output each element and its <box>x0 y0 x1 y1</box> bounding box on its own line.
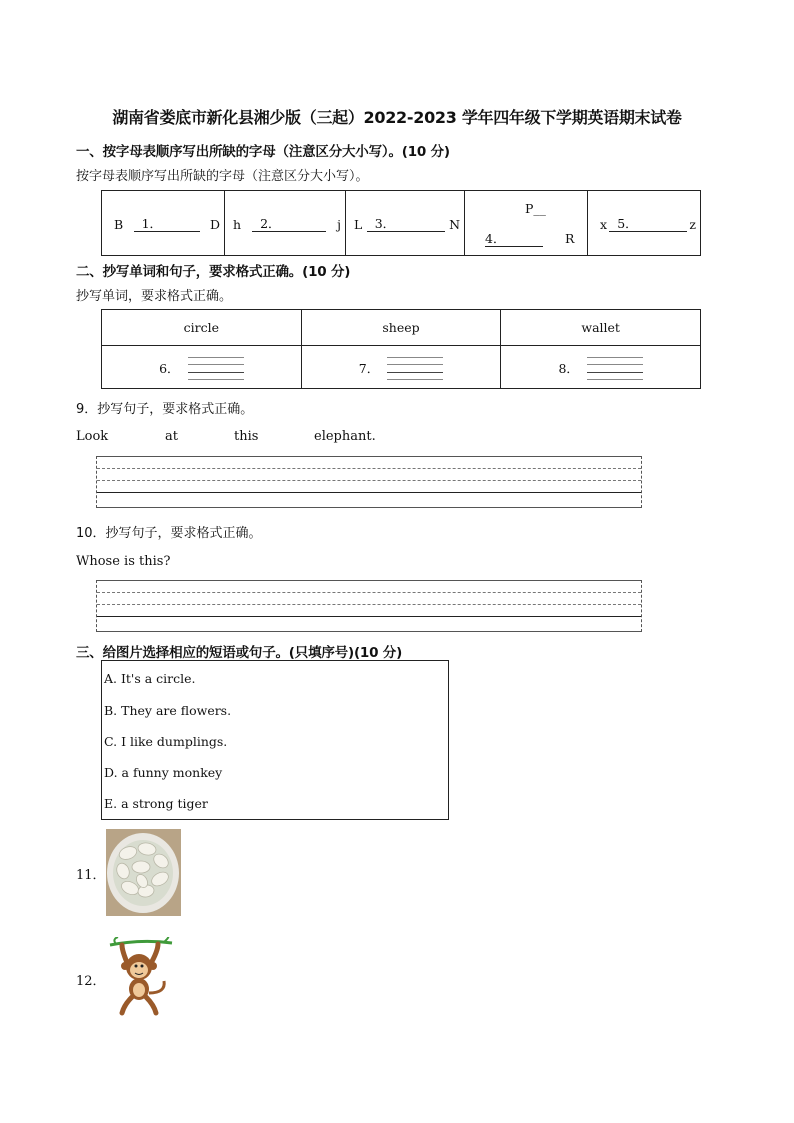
copy-words-table <box>101 309 701 389</box>
q12-label: 12． <box>76 974 106 989</box>
q9-word-2: at <box>165 429 178 444</box>
section1-instruction: 按字母表顺序写出所缺的字母（注意区分大小写）。 <box>76 169 369 184</box>
letter-left: h <box>233 217 242 232</box>
option-d: D. a funny monkey <box>104 765 223 780</box>
blank-3[interactable]: 3． <box>367 217 445 232</box>
option-b: B. They are flowers. <box>104 703 232 718</box>
section1-heading: 一、按字母表顺序写出所缺的字母（注意区分大小写）。(10 分) <box>76 144 450 160</box>
letter-right: R <box>565 231 575 246</box>
letter-right: j <box>337 217 341 232</box>
question-number: 7． <box>358 360 380 376</box>
alphabet-cell-5 <box>588 191 700 255</box>
alphabet-table <box>101 190 701 256</box>
letter-right: z <box>689 217 696 232</box>
q9-word-1: Look <box>76 429 109 444</box>
word-sheep: sheep <box>302 310 502 345</box>
blank-4[interactable]: 4． <box>485 232 543 247</box>
copy-cell-6[interactable] <box>102 346 302 389</box>
section2-instruction: 抄写单词，要求格式正确。 <box>76 289 233 304</box>
alphabet-cell-1 <box>102 191 225 255</box>
options-box <box>101 660 449 820</box>
alphabet-cell-4 <box>465 191 588 255</box>
question-number: 8． <box>558 360 579 376</box>
letter-left: L <box>354 217 363 232</box>
copy-cell-8[interactable] <box>501 346 700 389</box>
blank-5[interactable]: 5． <box>609 217 687 232</box>
option-c: C. I like dumplings. <box>104 734 228 749</box>
letter-left: B <box>114 217 124 232</box>
letter-left: x <box>600 217 608 232</box>
q9-writing-grid[interactable] <box>96 456 642 508</box>
q9-word-4: elephant. <box>314 429 376 444</box>
writing-lines[interactable] <box>587 355 643 381</box>
option-e: E. a strong tiger <box>104 796 208 811</box>
q10-sentence: Whose is this? <box>76 554 171 569</box>
option-a: A. It's a circle. <box>104 671 196 686</box>
blank-2[interactable]: 2． <box>252 217 326 232</box>
alphabet-cell-2 <box>225 191 346 255</box>
letter-top: P__ <box>525 201 546 216</box>
blank-1[interactable]: 1． <box>134 217 200 232</box>
monkey-image <box>108 937 174 1017</box>
writing-lines[interactable] <box>188 355 244 381</box>
letter-right: N <box>449 217 460 232</box>
page-title: 湖南省娄底市新化县湘少版（三起）2022-2023 学年四年级下学期英语期末试卷 <box>112 108 682 127</box>
word-wallet: wallet <box>581 320 620 335</box>
letter-right: D <box>209 217 220 232</box>
dumplings-image <box>106 829 181 916</box>
q11-label: 11． <box>76 868 106 883</box>
question-number: 6． <box>159 360 180 376</box>
section2-heading: 二、抄写单词和句子，要求格式正确。(10 分) <box>76 264 351 280</box>
writing-lines[interactable] <box>387 355 443 381</box>
q9-label: 9．抄写句子，要求格式正确。 <box>76 402 254 417</box>
q10-writing-grid[interactable] <box>96 580 642 632</box>
q9-word-3: this <box>234 429 259 444</box>
section3-heading: 三、给图片选择相应的短语或句子。(只填序号)(10 分) <box>76 645 403 661</box>
q10-label: 10．抄写句子，要求格式正确。 <box>76 526 262 541</box>
alphabet-cell-3 <box>346 191 465 255</box>
copy-cell-7[interactable] <box>302 346 502 389</box>
word-circle: circle <box>102 310 302 345</box>
